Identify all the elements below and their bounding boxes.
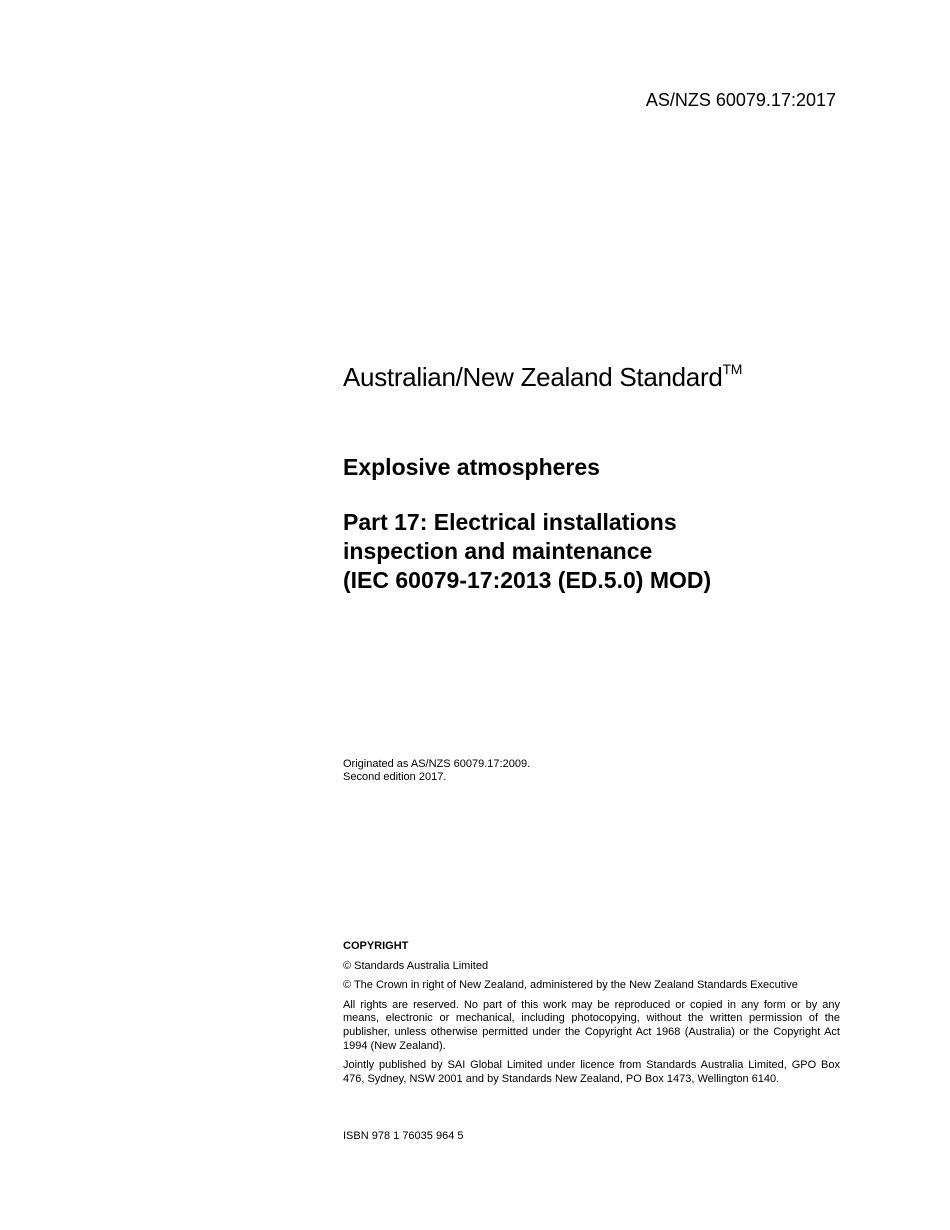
- copyright-publisher: Jointly published by SAI Global Limited under licence from Standards Australia Limited, GPO Box 476, Sydney, NSW 2001 and by Standards New Zealand, PO Box 1473, Wellington 6140.: [343, 1059, 840, 1085]
- title-part-line: (IEC 60079-17:2013 (ED.5.0) MOD): [343, 567, 712, 593]
- series-name-text: Australian/New Zealand Standard: [343, 362, 723, 392]
- copyright-owner-australia: © Standards Australia Limited: [343, 959, 489, 972]
- isbn: ISBN 978 1 76035 964 5: [343, 1130, 464, 1142]
- originated-note: Originated as AS/NZS 60079.17:2009.: [343, 758, 531, 770]
- title-part: [343, 508, 840, 595]
- copyright-owner-nz: © The Crown in right of New Zealand, administered by the New Zealand Standards Executive: [343, 979, 798, 992]
- edition-note: Second edition 2017.: [343, 771, 447, 783]
- title-main: Explosive atmospheres: [343, 454, 600, 480]
- title-part-line: Part 17: Electrical installations: [343, 509, 677, 535]
- copyright-section: [343, 940, 840, 1092]
- series-name: [343, 361, 840, 393]
- title-part-line: inspection and maintenance: [343, 538, 653, 564]
- copyright-rights: All rights are reserved. No part of this work may be reproduced or copied in any form or by any means, electronic or mechanical, including photocopying, without the written permission of the publisher, unless otherwise permitted under the Copyright Act 1968 (Australia) or the Copyright Act 1994 (New Zealand).: [343, 998, 840, 1052]
- document-title: [343, 453, 840, 595]
- edition-history: [343, 758, 840, 784]
- standard-number: AS/NZS 60079.17:2017: [645, 90, 836, 110]
- trademark-mark: TM: [722, 361, 743, 377]
- copyright-heading: COPYRIGHT: [343, 940, 409, 952]
